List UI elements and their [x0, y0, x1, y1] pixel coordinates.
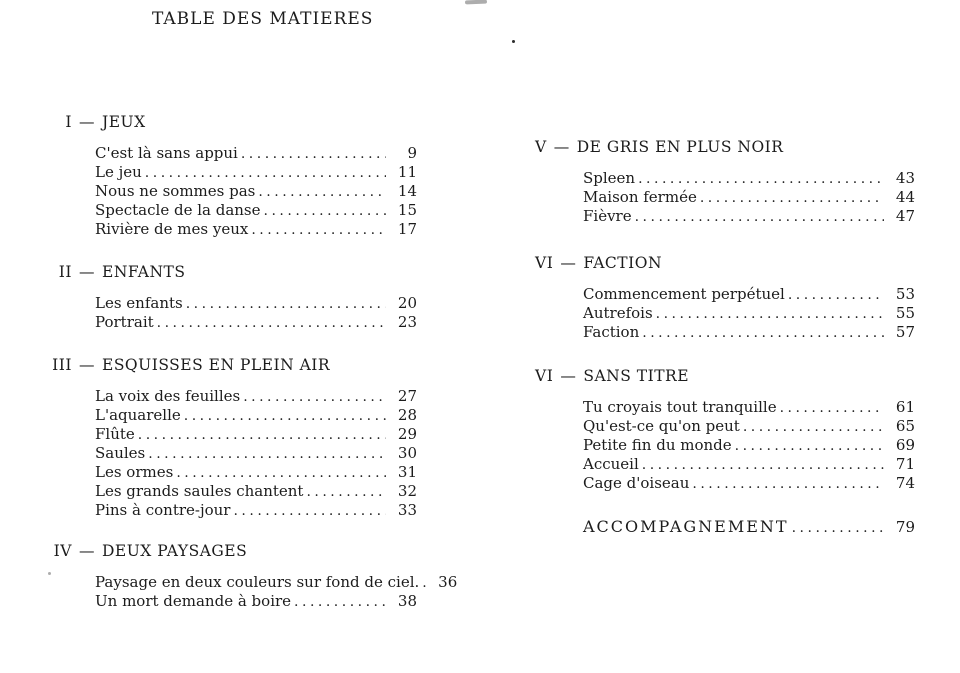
entry-label: Tu croyais tout tranquille — [583, 398, 777, 416]
entry-label: Paysage en deux couleurs sur fond de ciel. — [95, 573, 420, 591]
entry-label: Le jeu — [95, 163, 142, 181]
entry-page: 44 — [889, 188, 915, 673]
toc-entry — [95, 501, 417, 520]
leader-dots — [642, 455, 884, 475]
toc-entry — [95, 163, 417, 182]
entry-label: Saules — [95, 444, 146, 462]
toc-entry — [95, 482, 417, 501]
entry-list — [583, 169, 915, 226]
toc-entry — [583, 188, 915, 207]
section-title: SANS TITRE — [583, 367, 690, 385]
entry-page: 57 — [889, 323, 915, 673]
section-jeux — [32, 112, 420, 239]
entry-label: Cage d'oiseau — [583, 474, 690, 492]
entry-page: 47 — [889, 207, 915, 673]
dash: — — [79, 113, 95, 131]
entry-label: C'est là sans appui — [95, 144, 238, 162]
entry-page: 28 — [391, 406, 417, 673]
entry-label: Les enfants — [95, 294, 183, 312]
toc-entry — [95, 182, 417, 201]
section-numeral: V — [535, 138, 547, 156]
section-title: ENFANTS — [102, 263, 186, 281]
entry-page: 14 — [391, 182, 417, 673]
dash: — — [553, 138, 570, 156]
entry-label: Pins à contre-jour — [95, 501, 231, 519]
entry-list — [583, 285, 915, 342]
section-sans-titre — [535, 366, 917, 493]
page-title: TABLE DES MATIERES — [152, 9, 374, 29]
entry-page: 65 — [889, 417, 915, 673]
leader-dots — [735, 436, 884, 456]
section-heading — [32, 355, 420, 375]
entry-label: Accueil — [583, 455, 639, 473]
dash: — — [560, 254, 577, 272]
section-heading — [535, 137, 917, 157]
entry-list — [95, 573, 458, 611]
entry-page: 15 — [391, 201, 417, 673]
entry-page: 30 — [391, 444, 417, 673]
entry-label: Portrait — [95, 313, 154, 331]
section-enfants — [32, 262, 420, 332]
leader-dots — [251, 220, 386, 240]
entry-page: 27 — [391, 387, 417, 673]
leader-dots — [780, 398, 884, 418]
entry-label: Faction — [583, 323, 640, 341]
toc-entry — [583, 398, 915, 417]
entry-list — [95, 144, 417, 239]
leader-dots — [264, 201, 386, 221]
entry-label: Qu'est-ce qu'on peut — [583, 417, 740, 435]
entry-list — [95, 387, 417, 520]
section-title: ESQUISSES EN PLEIN AIR — [102, 356, 331, 374]
toc-entry — [583, 285, 915, 304]
entry-page: 43 — [889, 169, 915, 673]
entry-label: Commencement perpétuel — [583, 285, 785, 303]
leader-dots — [700, 188, 884, 208]
leader-dots — [157, 313, 386, 333]
toc-entry — [95, 201, 417, 220]
leader-dots — [788, 285, 884, 305]
toc-entry — [583, 323, 915, 342]
entry-page: 79 — [889, 517, 915, 673]
entry-page: 9 — [391, 144, 417, 673]
entry-page: 55 — [889, 304, 915, 673]
entry-label: Maison fermée — [583, 188, 697, 206]
entry-page: 69 — [889, 436, 915, 673]
section-heading — [32, 262, 420, 282]
leader-dots — [638, 169, 884, 189]
leader-dots — [243, 387, 386, 407]
toc-entry — [583, 304, 915, 323]
leader-dots — [692, 474, 884, 494]
section-numeral: VI — [535, 367, 554, 385]
toc-entry — [583, 207, 915, 226]
toc-entry — [583, 474, 915, 493]
entry-page: 20 — [391, 294, 417, 673]
entry-page: 71 — [889, 455, 915, 673]
entry-page: 33 — [391, 501, 417, 673]
leader-dots — [635, 207, 884, 227]
entry-label: Fièvre — [583, 207, 632, 225]
entry-page: 23 — [391, 313, 417, 673]
entry-label: Spectacle de la danse — [95, 201, 261, 219]
entry-page: 32 — [391, 482, 417, 673]
section-numeral: III — [52, 356, 72, 374]
section-title: FACTION — [583, 254, 663, 272]
entry-page: 38 — [391, 592, 417, 673]
leader-dots — [184, 406, 386, 426]
section-de-gris-en-plus-noir — [535, 137, 917, 226]
dash: — — [560, 367, 577, 385]
toc-entry — [95, 444, 417, 463]
leader-dots — [176, 463, 386, 483]
entry-page: 11 — [391, 163, 417, 673]
entry-page: 29 — [391, 425, 417, 673]
toc-entry — [583, 417, 915, 436]
entry-label: L'aquarelle — [95, 406, 181, 424]
leader-dots — [186, 294, 386, 314]
toc-entry — [583, 436, 915, 455]
toc-entry — [95, 425, 417, 444]
toc-entry — [583, 517, 915, 537]
leader-dots — [792, 517, 884, 538]
entry-label: Flûte — [95, 425, 135, 443]
leader-dots — [145, 163, 386, 183]
section-title: DEUX PAYSAGES — [102, 542, 248, 560]
entry-page: 17 — [391, 220, 417, 673]
toc-entry — [95, 220, 417, 239]
toc-entry — [95, 144, 417, 163]
toc-entry — [95, 406, 417, 425]
leader-dots — [258, 182, 386, 202]
leader-dots — [294, 592, 386, 612]
entry-label: Petite fin du monde — [583, 436, 732, 454]
toc-entry — [95, 294, 417, 313]
toc-entry — [95, 573, 458, 592]
section-numeral: I — [65, 113, 72, 131]
entry-label: Les ormes — [95, 463, 174, 481]
leader-dots — [743, 417, 884, 437]
section-accompagnement — [535, 517, 917, 537]
section-esquisses — [32, 355, 420, 520]
leader-dots — [306, 482, 386, 502]
section-title: JEUX — [102, 113, 146, 131]
section-heading — [32, 541, 420, 561]
section-title: DE GRIS EN PLUS NOIR — [576, 138, 784, 156]
entry-label: Nous ne sommes pas — [95, 182, 256, 200]
section-heading — [32, 112, 420, 132]
leader-dots — [233, 501, 386, 521]
entry-label: Rivière de mes yeux — [95, 220, 249, 238]
leader-dots — [148, 444, 386, 464]
toc-entry — [583, 169, 915, 188]
section-heading — [535, 253, 917, 273]
entry-page: 31 — [391, 463, 417, 673]
section-deux-paysages — [32, 541, 458, 611]
section-numeral: IV — [53, 542, 72, 560]
toc-entry — [95, 463, 417, 482]
dash: — — [79, 263, 95, 281]
toc-entry — [95, 387, 417, 406]
leader-dots — [138, 425, 386, 445]
dash: — — [79, 542, 95, 560]
entry-label: Les grands saules chantent — [95, 482, 304, 500]
entry-page: 53 — [889, 285, 915, 673]
scan-artifact — [512, 40, 515, 43]
entry-label: Autrefois — [583, 304, 653, 322]
entry-page: 36 — [431, 573, 457, 673]
leader-dots — [241, 144, 386, 164]
leader-dots — [422, 573, 426, 593]
entry-label: ACCOMPAGNEMENT — [583, 517, 789, 536]
toc-entry — [583, 455, 915, 474]
scan-artifact — [465, 0, 487, 4]
section-numeral: II — [58, 263, 72, 281]
entry-list — [583, 398, 915, 493]
section-heading — [535, 366, 917, 386]
toc-entry — [95, 313, 417, 332]
entry-label: Un mort demande à boire — [95, 592, 292, 610]
entry-label: La voix des feuilles — [95, 387, 241, 405]
toc-entry — [95, 592, 417, 611]
dash: — — [79, 356, 95, 374]
entry-page: 61 — [889, 398, 915, 673]
section-faction — [535, 253, 917, 342]
entry-page: 74 — [889, 474, 915, 673]
entry-label: Spleen — [583, 169, 636, 187]
section-numeral: VI — [535, 254, 554, 272]
leader-dots — [656, 304, 884, 324]
entry-list — [95, 294, 417, 332]
leader-dots — [642, 323, 884, 343]
